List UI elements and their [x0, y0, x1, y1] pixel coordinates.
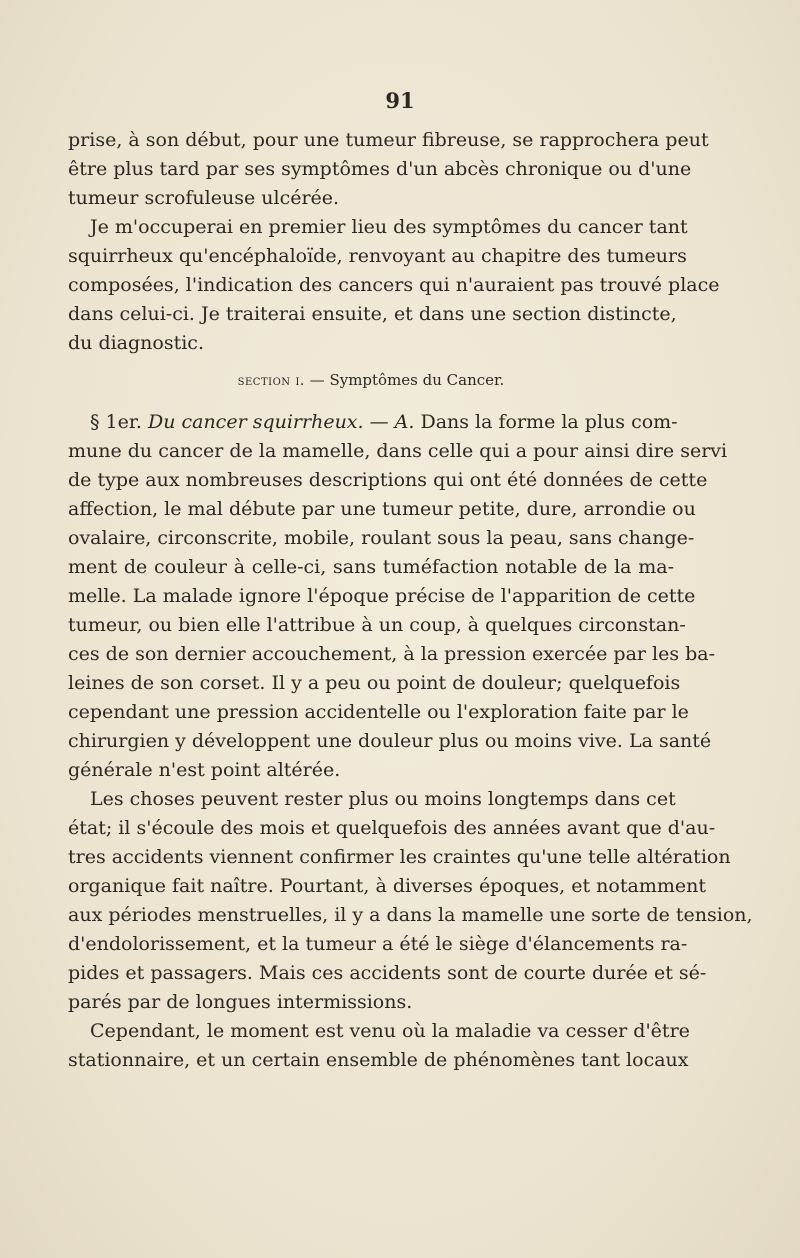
text-line: de type aux nombreuses descriptions qui ont été données de cette: [68, 469, 708, 491]
subsection-number: § 1er.: [90, 411, 142, 433]
section-dash: —: [304, 371, 330, 389]
text-line: ces de son dernier accouchement, à la pression exercée par les ba-: [68, 643, 716, 665]
text-line: squirrheux qu'encéphaloïde, renvoyant au chapitre des tumeurs: [68, 245, 687, 267]
section-heading: [68, 366, 674, 396]
text-line: cependant une pression accidentelle ou l'exploration faite par le: [68, 701, 689, 723]
text-line: Les choses peuvent rester plus ou moins longtemps dans cet: [90, 788, 676, 810]
text-line: affection, le mal débute par une tumeur petite, dure, arrondie ou: [68, 498, 696, 520]
text-line: tres accidents viennent confirmer les craintes qu'une telle altération: [68, 846, 731, 868]
text-line: générale n'est point altérée.: [68, 759, 341, 781]
subsection-letter: — A.: [369, 411, 415, 433]
text-line: dans celui-ci. Je traiterai ensuite, et dans une section distincte,: [68, 303, 677, 325]
section-title: Symptômes du Cancer.: [329, 371, 505, 389]
text-line: mune du cancer de la mamelle, dans celle qui a pour ainsi dire servi: [68, 440, 728, 462]
subsection-text: Dans la forme la plus com-: [420, 411, 678, 433]
text-line: organique fait naître. Pourtant, à diverses époques, et notamment: [68, 875, 706, 897]
text-line: ment de couleur à celle-ci, sans tuméfaction notable de la ma-: [68, 556, 674, 578]
text-line: tumeur, ou bien elle l'attribue à un coup, à quelques circonstan-: [68, 614, 686, 636]
text-line: tumeur scrofuleuse ulcérée.: [68, 187, 340, 209]
subsection-line: [68, 408, 678, 437]
text-line: leines de son corset. Il y a peu ou point de douleur; quelquefois: [68, 672, 681, 694]
text-line: Cependant, le moment est venu où la maladie va cesser d'être: [90, 1020, 690, 1042]
text-line: être plus tard par ses symptômes d'un abcès chronique ou d'une: [68, 158, 692, 180]
text-line: composées, l'indication des cancers qui n'auraient pas trouvé place: [68, 274, 720, 296]
text-line: pides et passagers. Mais ces accidents sont de courte durée et sé-: [68, 962, 707, 984]
text-line: stationnaire, et un certain ensemble de phénomènes tant locaux: [68, 1049, 689, 1071]
page-number: 91: [385, 88, 415, 113]
text-line: ovalaire, circonscrite, mobile, roulant sous la peau, sans change-: [68, 527, 695, 549]
text-line: prise, à son début, pour une tumeur fibreuse, se rapprochera peut: [68, 129, 709, 151]
text-line: aux périodes menstruelles, il y a dans la mamelle une sorte de tension,: [68, 904, 753, 926]
subsection-title: Du cancer squirrheux.: [147, 411, 364, 433]
text-line: melle. La malade ignore l'époque précise de l'apparition de cette: [68, 585, 696, 607]
text-line: Je m'occuperai en premier lieu des symptômes du cancer tant: [90, 216, 688, 238]
text-line: parés par de longues intermissions.: [68, 991, 413, 1013]
text-line: d'endolorissement, et la tumeur a été le siège d'élancements ra-: [68, 933, 688, 955]
text-line: chirurgien y développent une douleur plus ou moins vive. La santé: [68, 730, 712, 752]
section-label: section i.: [237, 373, 305, 389]
text-line: état; il s'écoule des mois et quelquefois des années avant que d'au-: [68, 817, 716, 839]
body-text: [68, 126, 753, 1075]
text-line: du diagnostic.: [68, 332, 204, 354]
